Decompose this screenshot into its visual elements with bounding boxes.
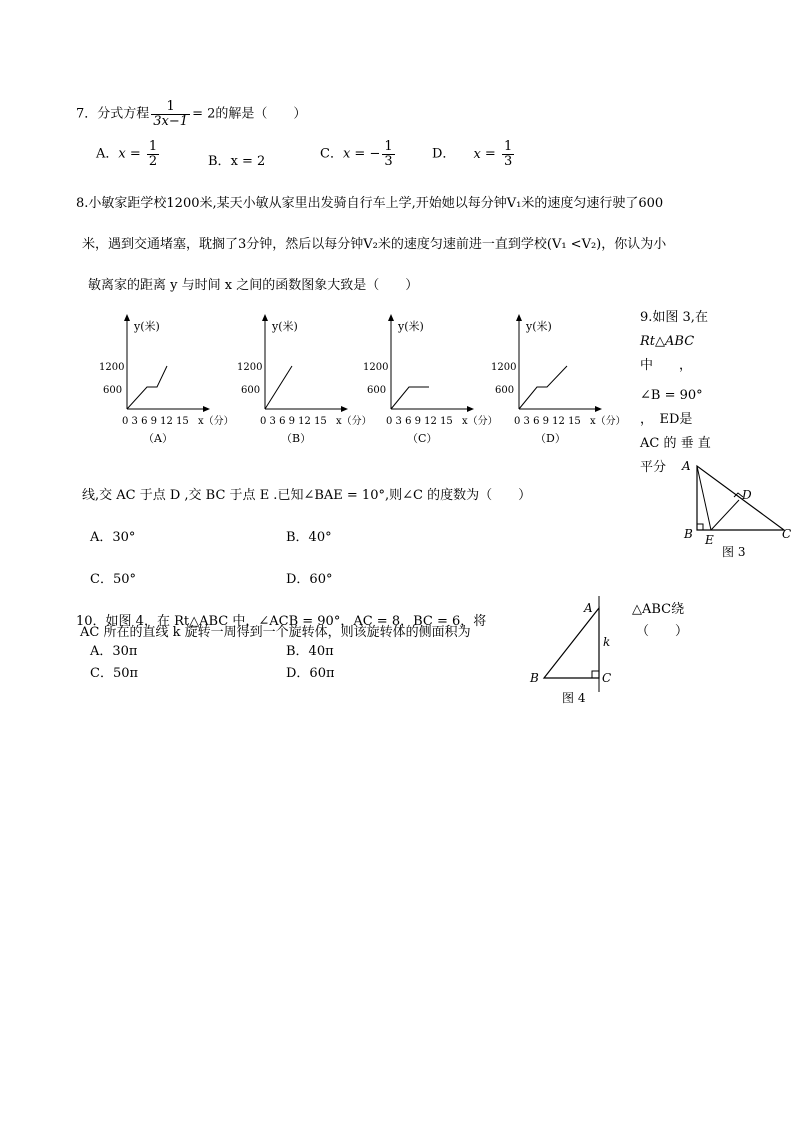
graph-b bbox=[237, 314, 372, 445]
graph-b-ytick-600: 600 bbox=[241, 385, 261, 396]
graph-a-caption: （A） bbox=[143, 432, 173, 445]
q7-option-a-den: 2 bbox=[148, 153, 158, 169]
q9-label-b: B bbox=[684, 527, 693, 541]
q9-side-line-1: 9.如图 3,在 bbox=[640, 310, 708, 325]
q7-option-d-var: x bbox=[473, 146, 481, 162]
q10-label-c: C bbox=[602, 671, 612, 685]
graph-d-xticks: 0 3 6 9 12 15 bbox=[514, 416, 581, 427]
q7-prefix: 7．分式方程 bbox=[76, 106, 150, 122]
q7-option-d-label: D． bbox=[432, 146, 456, 162]
q9-label-c: C bbox=[782, 527, 792, 541]
q9-label-e: E bbox=[705, 533, 714, 547]
q9-figure bbox=[676, 456, 794, 564]
q10-line-2: AC 所在的直线 k 旋转一周得到一个旋转体，则该旋转体的侧面积为 bbox=[80, 625, 471, 640]
q9-label-d: D bbox=[742, 488, 752, 502]
q7-option-c bbox=[320, 140, 397, 168]
q10-line-1: 10．如图 4，在 Rt△ABC 中，∠ACB = 90°，AC = 8，BC = 6，将 bbox=[76, 614, 487, 629]
graph-a-xlabel: x（分） bbox=[198, 416, 234, 427]
graph-c bbox=[363, 314, 498, 445]
q7-option-a-var: x bbox=[118, 146, 126, 162]
q9-line-2: 线,交 AC 于点 D ,交 BC 于点 E .已知∠BAE = 10°,则∠C 的度数为（ ） bbox=[82, 488, 532, 503]
q10-label-b: B bbox=[530, 671, 539, 685]
q7-option-c-var: x bbox=[342, 146, 351, 162]
q7-suffix: = 2的解是（ ） bbox=[192, 106, 307, 122]
q8-line-2: 米，遇到交通堵塞，耽搁了3分钟，然后以每分钟V₂米的速度匀速前进一直到学校(V₁ <V₂)，你认为小 bbox=[82, 237, 667, 252]
graph-c-xlabel: x（分） bbox=[462, 416, 498, 427]
q7-option-d-frac bbox=[502, 140, 514, 168]
q8-graphs bbox=[96, 312, 626, 452]
q10-label-k: k bbox=[603, 635, 611, 649]
graph-b-caption: （B） bbox=[281, 432, 312, 445]
q9-side-text bbox=[640, 306, 711, 480]
q7-option-a-num: 1 bbox=[148, 139, 158, 154]
q9-side-line-7: 平分 bbox=[640, 460, 667, 475]
q9-side-line-5: ， ED是 bbox=[640, 412, 693, 427]
graph-c-xticks: 0 3 6 9 12 15 bbox=[386, 416, 453, 427]
q7-option-d-eq: = bbox=[480, 146, 500, 162]
q7-option-a-eq: = bbox=[125, 146, 145, 162]
q7-stem bbox=[76, 100, 306, 128]
q7-option-c-eq: = − bbox=[350, 146, 381, 162]
q7-option-b-label: B． bbox=[208, 154, 231, 169]
graph-a bbox=[99, 314, 234, 445]
q7-option-a bbox=[96, 140, 161, 168]
q9-side-line-3: 中 ， bbox=[640, 358, 693, 373]
graph-a-ylabel: y(米) bbox=[134, 320, 160, 333]
graph-d-caption: （D） bbox=[535, 432, 566, 445]
q8-line-1: 8.小敏家距学校1200米,某天小敏从家里出发骑自行车上学,开始她以每分钟V₁米的速度匀速行驶了600 bbox=[76, 196, 664, 211]
graph-c-ytick-600: 600 bbox=[367, 385, 387, 396]
graph-d-ytick-1200: 1200 bbox=[491, 362, 517, 373]
graph-c-ytick-1200: 1200 bbox=[363, 362, 389, 373]
graph-d-ytick-600: 600 bbox=[495, 385, 515, 396]
graph-d bbox=[491, 314, 626, 445]
graph-d-ylabel: y(米) bbox=[526, 320, 552, 333]
q10-option-a: A．30π bbox=[90, 644, 138, 659]
q10-label-a: A bbox=[584, 601, 593, 615]
q9-side-line-6: AC 的 垂 直 bbox=[640, 436, 711, 451]
q7-fraction bbox=[151, 100, 190, 128]
q10-option-b: B．40π bbox=[286, 644, 334, 659]
graph-a-xticks: 0 3 6 9 12 15 bbox=[122, 416, 189, 427]
q7-option-a-frac bbox=[147, 140, 159, 168]
q7-frac-num: 1 bbox=[166, 99, 175, 114]
q9-caption: 图 3 bbox=[722, 545, 746, 559]
graph-b-xlabel: x（分） bbox=[336, 416, 372, 427]
graph-c-caption: （C） bbox=[407, 432, 438, 445]
graph-c-ylabel: y(米) bbox=[398, 320, 424, 333]
graph-a-ytick-1200: 1200 bbox=[99, 362, 125, 373]
q7-option-c-num: 1 bbox=[384, 139, 393, 154]
q7-option-c-label: C． bbox=[320, 146, 343, 162]
graph-b-ylabel: y(米) bbox=[272, 320, 298, 333]
q7-option-c-den: 3 bbox=[384, 153, 393, 169]
q7-option-d-num: 1 bbox=[503, 139, 513, 154]
q7-frac-den: 3x−1 bbox=[153, 113, 189, 129]
q10-caption: 图 4 bbox=[562, 691, 586, 705]
q9-option-a: A．30° bbox=[90, 530, 136, 545]
graph-a-ytick-600: 600 bbox=[103, 385, 123, 396]
q7-option-d-den: 3 bbox=[503, 153, 513, 169]
q10-figure bbox=[524, 594, 628, 710]
q9-option-c: C．50° bbox=[90, 572, 136, 587]
graph-d-xlabel: x（分） bbox=[590, 416, 626, 427]
q9-option-b: B．40° bbox=[286, 530, 332, 545]
q9-option-d: D．60° bbox=[286, 572, 333, 587]
q10-option-d: D．60π bbox=[286, 666, 335, 681]
graph-b-xticks: 0 3 6 9 12 15 bbox=[260, 416, 327, 427]
q10-paren: （ ） bbox=[636, 624, 689, 639]
q10-option-c: C．50π bbox=[90, 666, 139, 681]
q10-right-text: △ABC绕 bbox=[632, 602, 685, 617]
q8-line-3: 敏离家的距离 y 与时间 x 之间的函数图象大致是（ ） bbox=[88, 278, 419, 293]
q7-option-a-label: A． bbox=[96, 146, 119, 162]
q9-side-line-2: Rt△ABC bbox=[640, 334, 695, 349]
q7-option-b bbox=[208, 150, 265, 169]
graph-b-ytick-1200: 1200 bbox=[237, 362, 263, 373]
q9-side-line-4: ∠B = 90° bbox=[640, 388, 703, 403]
q7-option-c-frac bbox=[382, 140, 394, 168]
q7-option-b-text: x = 2 bbox=[230, 154, 266, 169]
q7-option-d bbox=[432, 140, 516, 168]
q9-label-a: A bbox=[682, 459, 691, 473]
